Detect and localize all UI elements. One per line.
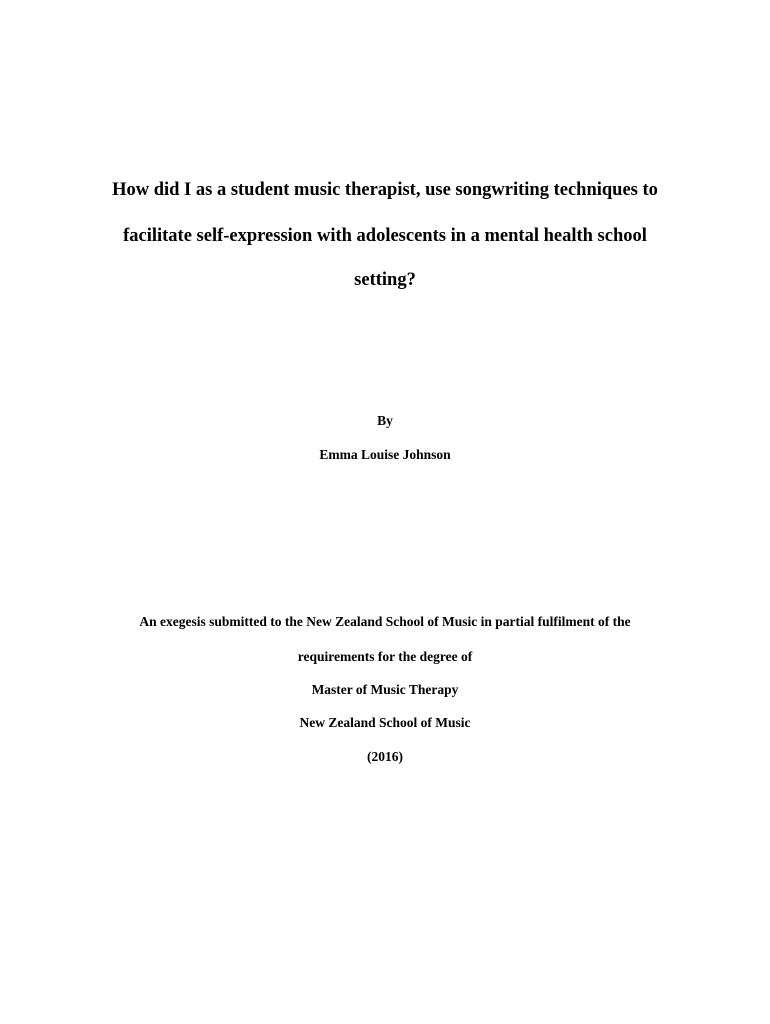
degree-name: Master of Music Therapy bbox=[311, 682, 459, 697]
submission-year: (2016) bbox=[367, 749, 403, 764]
thesis-title-line-1: How did I as a student music therapist, use songwriting techniques to bbox=[112, 180, 658, 200]
submission-statement-line-1: An exegesis submitted to the New Zealand School of Music in partial fulfilment of the bbox=[139, 614, 631, 629]
thesis-title-line-2: facilitate self-expression with adolescents in a mental health school bbox=[123, 226, 647, 246]
thesis-title-line-3: setting? bbox=[354, 270, 416, 290]
author-name: Emma Louise Johnson bbox=[319, 447, 451, 462]
institution-name: New Zealand School of Music bbox=[299, 715, 471, 730]
by-label: By bbox=[377, 413, 393, 428]
submission-statement-line-2: requirements for the degree of bbox=[297, 649, 473, 664]
